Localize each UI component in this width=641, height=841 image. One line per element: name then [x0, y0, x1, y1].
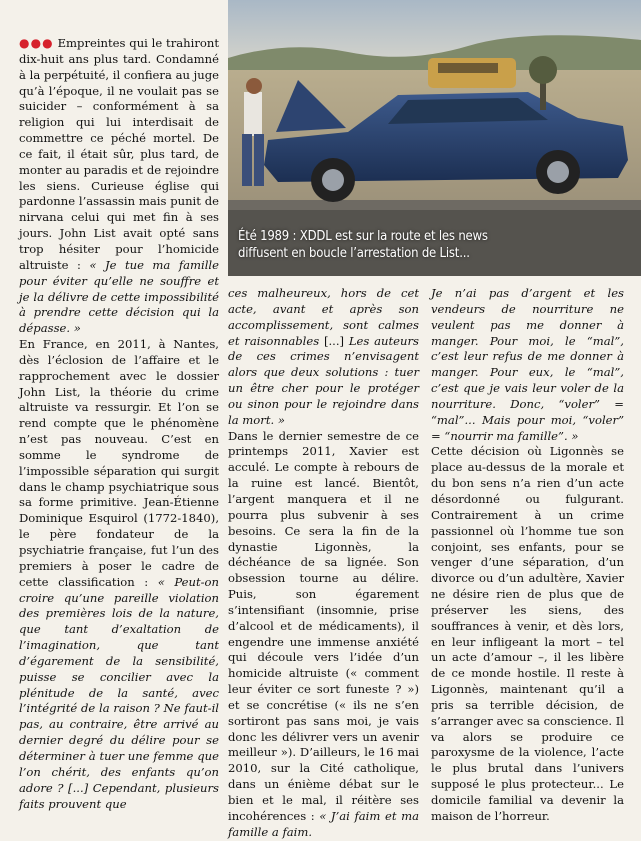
photo-caption: Été 1989 : XDDL est sur la route et les news diffusent en boucle l’arrestation de List...	[238, 229, 488, 261]
article-column-3	[431, 286, 624, 825]
section-marker-dots: ●●●	[19, 36, 54, 50]
paragraph	[19, 36, 219, 337]
quote-text: « Je tue ma famille pour éviter qu’elle ne souffre et je la délivre de cette impossibilité à prendre cette décision qui la dépasse. »	[19, 257, 219, 336]
paragraph	[431, 286, 624, 444]
quote-text: « J’ai faim et ma famille a faim.	[228, 808, 419, 839]
quote-text: ces malheureux, hors de cet acte, avant et après son accomplissement, sont calmes et raisonnables	[228, 286, 419, 348]
paragraph	[228, 286, 419, 429]
paragraph-text: Dans le dernier semestre de ce printemps 2011, Xavier est acculé. Le compte à rebours de la ruine est lancé. Bientôt, l’argent manquera et il ne pourra plus subvenir à ses besoins. Ce sera la fin de la dynastie Ligonnès, la déchéance de sa lignée. Son obsession tourne au délire. Puis, son égarement s’intensifiant (insomnie, prise d’alcool et de médicaments), il engendre une immense anxiété qui découle vers l’idée d’un homicide altruiste (« comment leur éviter ce sort funeste ? ») et se concrétise (« ils ne s’en sortiront pas sans moi, je vais donc les délivrer vers un avenir meilleur »). D’ailleurs, le 16 mai 2010, sur la Cité catholique, dans un énième débat sur le bien et le mal, il réitère ses incohérences :	[228, 428, 419, 823]
article-column-2	[228, 286, 419, 841]
paragraph-text: Empreintes qui le trahiront dix-huit ans plus tard. Condamné à la perpétuité, il confiera au juge qu’à l’époque, il ne voulait pas se suicider – conformément à sa religion qui lui interdisait de commettre ce péché mortel. De ce fait, il était sûr, plus tard, de monter au paradis et de rejoindre les siens. Curieuse église qui pardonne l’assassin mais punit de nirvana celui qui met fin à ses jours. John List avait opté sans trop hésiter pour l’homicide altruiste :	[19, 36, 219, 272]
quote-text: « Peut-on croire qu’une pareille violation des premières lois de la nature, que tant d’exaltation de l’imagination, que tant d’égarement de la sensibilité, puisse se concilier avec la plénitude de la santé, avec l’intégrité de la raison ? Ne faut-il pas, au contraire, être arrivé au dernier degré du délire pour se déterminer à tuer une femme que l’on chérit, des enfants qu’on adore ? [...] Cependant, plusieurs faits prouvent que	[19, 574, 219, 811]
paragraph	[228, 429, 419, 841]
paragraph-text: En France, en 2011, à Nantes, dès l’éclosion de l’affaire et le rapprochement avec le dossier John List, la théorie du crime altruiste va ressurgir. Et l’on se rend compte que le phénomène n’est pas nouveau. C’est en somme le syndrome de l’impossible séparation qui surgit dans le champ psychiatrique sous sa forme primitive. Jean-Étienne Dominique Esquirol (1772-1840), le père fondateur de la psychiatrie française, fut l’un des premiers à poser le cadre de cette classification :	[19, 337, 219, 589]
paragraph	[19, 337, 219, 812]
paragraph-text: Cette décision où Ligonnès se place au-dessus de la morale et du bon sens n’a rien d’un acte désordonné ou fulgurant. Contrairement à un crime passionnel où l’homme tue son conjoint, ses enfants, pour se venger d’une séparation, d’un divorce ou d’un adultère, Xavier ne désire rien de plus que de préserver les siens, des souffrances à venir, et dès lors, en leur infligeant la mort – tel un acte d’amour –, il les libère de ce monde hostile. Il reste à Ligonnès, maintenant qu’il a pris sa terrible décision, de s’arranger avec sa conscience. Il va alors se produire ce paroxysme de la violence, l’acte le plus brutal dans l’univers supposé le plus protecteur... Le domicile familial va devenir la maison de l’horreur.	[431, 444, 625, 823]
quote-text: Je n’ai pas d’argent et les vendeurs de nourriture ne veulent pas me donner à manger. Pour moi, le “mal”, c’est leur refus de me donner à manger. Pour eux, le “mal”, c’est que je vais leur voler de la nourriture. Donc, “voler” = “mal”... Mais pour moi, “voler” = “nourrir ma famille”. »	[431, 286, 624, 443]
article-column-1	[19, 36, 219, 812]
quote-text: Les auteurs de ces crimes n’envisagent alors que deux solutions : tuer un être cher pour le protéger ou sinon pour le rejoindre dans la mort. »	[228, 333, 419, 427]
paragraph	[431, 444, 624, 824]
paragraph-text: [...]	[319, 333, 349, 348]
